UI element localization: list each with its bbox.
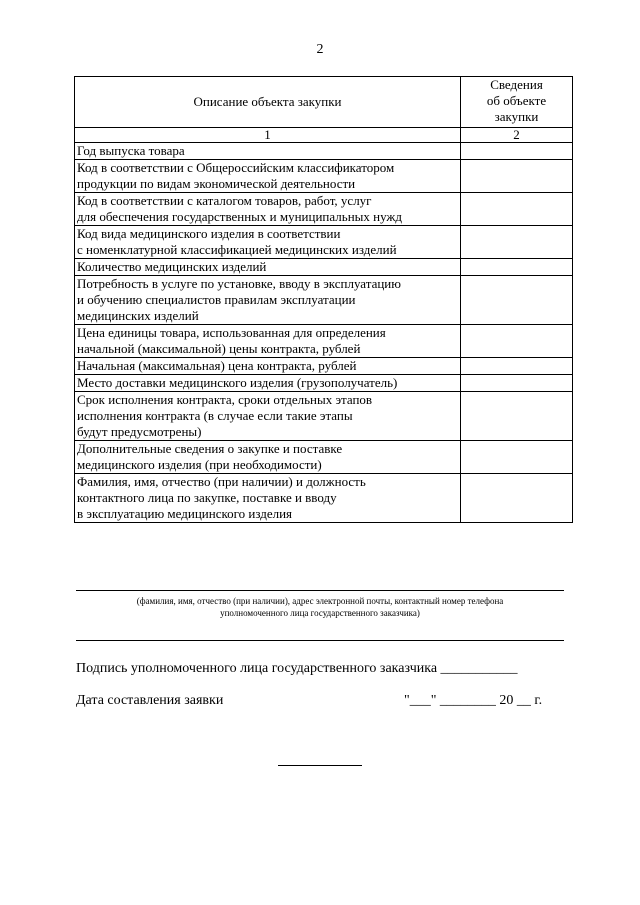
row-description: Год выпуска товара xyxy=(75,143,461,160)
signature-label: Подпись уполномоченного лица государственного заказчика ___________ xyxy=(76,661,518,676)
row-value-cell[interactable] xyxy=(461,276,573,325)
row-description: Потребность в услуге по установке, вводу в эксплуатацию и обучению специалистов правилам эксплуатации медицинских изделий xyxy=(75,276,461,325)
row-description: Код в соответствии с Общероссийским классификатором продукции по видам экономической деятельности xyxy=(75,160,461,193)
row-value-cell[interactable] xyxy=(461,325,573,358)
table-index-row xyxy=(75,128,573,143)
index-col-1: 1 xyxy=(75,128,461,143)
row-value-cell[interactable] xyxy=(461,193,573,226)
row-value-cell[interactable] xyxy=(461,259,573,276)
row-description: Дополнительные сведения о закупке и поставке медицинского изделия (при необходимости) xyxy=(75,441,461,474)
row-description: Код в соответствии с каталогом товаров, работ, услуг для обеспечения государственных и муниципальных нужд xyxy=(75,193,461,226)
header-details-text: Сведения об объекте закупки xyxy=(486,77,547,124)
table-row xyxy=(75,226,573,259)
date-row xyxy=(76,692,566,710)
table-row xyxy=(75,325,573,358)
row-value-cell[interactable] xyxy=(461,160,573,193)
table-row xyxy=(75,160,573,193)
page-number: 2 xyxy=(316,42,324,57)
table-row xyxy=(75,375,573,392)
caption-line-1: (фамилия, имя, отчество (при наличии), адрес электронной почты, контактный номер телефона xyxy=(136,596,504,606)
row-value-cell[interactable] xyxy=(461,143,573,160)
table-header-row xyxy=(75,77,573,128)
table-row xyxy=(75,143,573,160)
contact-person-caption xyxy=(76,595,564,619)
table-row xyxy=(75,441,573,474)
row-description: Количество медицинских изделий xyxy=(75,259,461,276)
table-row xyxy=(75,276,573,325)
table-row xyxy=(75,193,573,226)
row-value-cell[interactable] xyxy=(461,474,573,523)
blank-line xyxy=(76,640,564,641)
table-row xyxy=(75,392,573,441)
header-details xyxy=(461,77,573,128)
date-label: Дата составления заявки xyxy=(76,693,224,708)
index-col-2: 2 xyxy=(461,128,573,143)
procurement-spec-table xyxy=(74,76,573,523)
row-description: Цена единицы товара, использованная для определения начальной (максимальной) цены контракта, рублей xyxy=(75,325,461,358)
row-description: Начальная (максимальная) цена контракта, рублей xyxy=(75,358,461,375)
row-value-cell[interactable] xyxy=(461,392,573,441)
date-value: "___" ________ 20 __ г. xyxy=(404,693,543,708)
row-value-cell[interactable] xyxy=(461,441,573,474)
table-row xyxy=(75,474,573,523)
table-row xyxy=(75,358,573,375)
signature-row xyxy=(76,660,566,678)
row-description: Код вида медицинского изделия в соответствии с номенклатурной классификацией медицинских изделий xyxy=(75,226,461,259)
row-value-cell[interactable] xyxy=(461,358,573,375)
row-value-cell[interactable] xyxy=(461,226,573,259)
header-description: Описание объекта закупки xyxy=(75,77,461,128)
contact-person-line xyxy=(76,590,564,591)
row-description: Фамилия, имя, отчество (при наличии) и должность контактного лица по закупке, поставке и вводу в эксплуатацию медицинского изделия xyxy=(75,474,461,523)
end-separator xyxy=(278,765,362,766)
caption-line-2: уполномоченного лица государственного заказчика) xyxy=(220,608,420,618)
row-description: Срок исполнения контракта, сроки отдельных этапов исполнения контракта (в случае если такие этапы будут предусмотрены) xyxy=(75,392,461,441)
row-description: Место доставки медицинского изделия (грузополучатель) xyxy=(75,375,461,392)
table-row xyxy=(75,259,573,276)
row-value-cell[interactable] xyxy=(461,375,573,392)
